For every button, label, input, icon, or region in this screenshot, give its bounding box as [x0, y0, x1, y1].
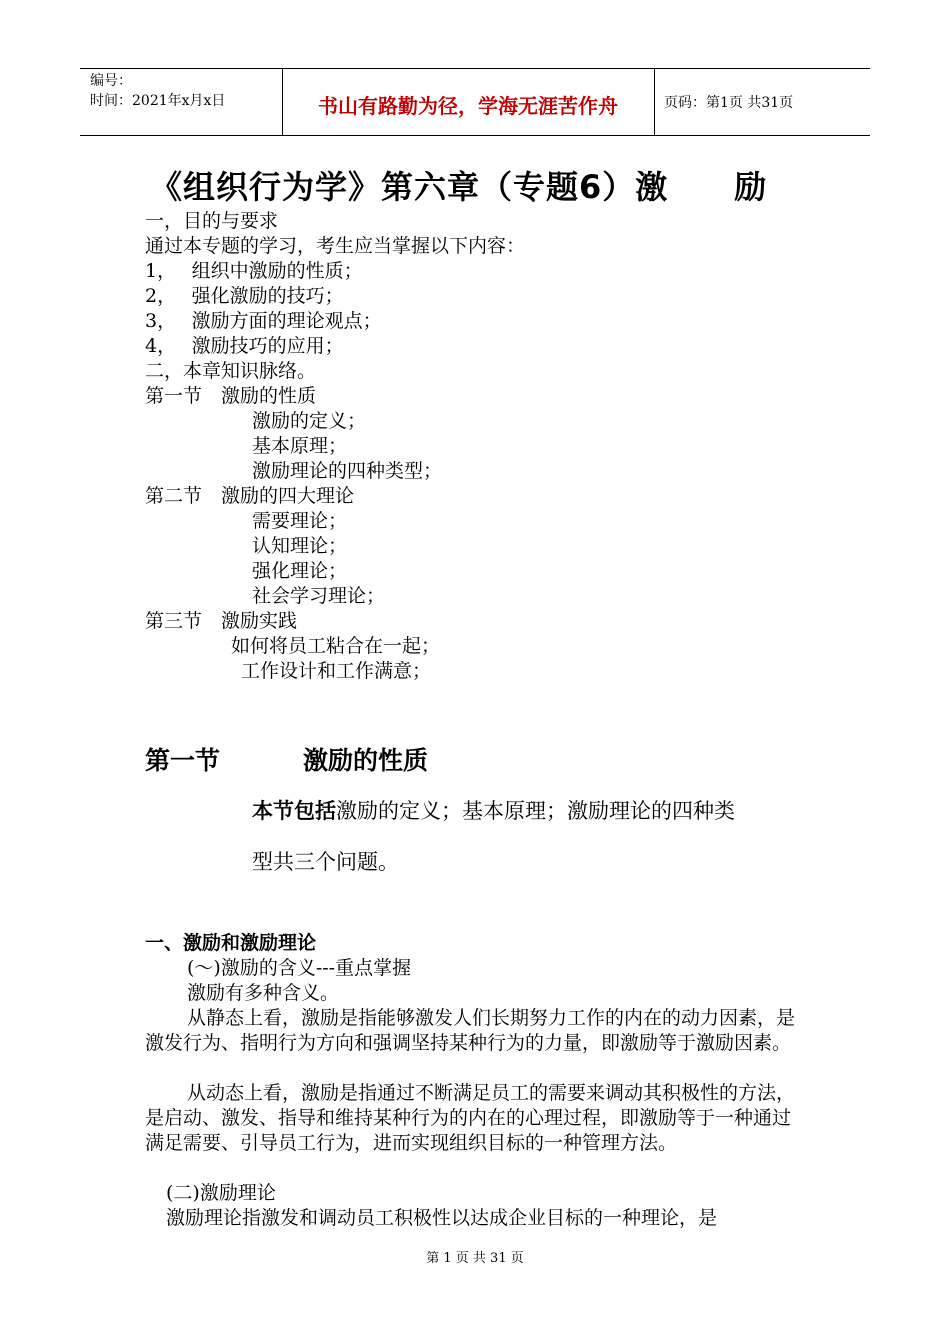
outline-section-1: 第一节 激励的性质: [145, 385, 317, 407]
outline-section-1-topic: 基本原理；: [252, 435, 348, 457]
body-paragraph-dynamic: 从动态上看，激励是指通过不断满足员工的需要来调动其积极性的方法，是启动、激发、指导和维持某种行为的内在的心理过程，即激励等于一种通过满足需要、引导员工行为，进而实现组织目标的一种管理方法。: [145, 1082, 796, 1154]
document-title: 《组织行为学》第六章（专题6）激 励: [150, 168, 768, 206]
outline-section-2: 第二节 激励的四大理论: [145, 485, 355, 507]
body-paragraph-theory: 激励理论指激发和调动员工积极性以达成企业目标的一种理论，是: [166, 1207, 718, 1229]
body-subheading-theory: (二)激励理论: [166, 1182, 276, 1204]
outline-heading-goals: 一，目的与要求: [145, 210, 279, 232]
body-paragraph-1: 激励有多种含义。: [187, 982, 340, 1004]
body-subheading-meaning: (～)激励的含义---重点掌握: [187, 957, 412, 979]
header-top-rule: [80, 68, 870, 69]
page-footer: 第 1 页 共 31 页: [426, 1251, 524, 1266]
outline-section-2-topic: 认知理论；: [252, 535, 348, 557]
outline-section-2-topic: 强化理论；: [252, 560, 348, 582]
outline-section-3-topic: 工作设计和工作满意；: [241, 660, 432, 682]
outline-section-3: 第三节 激励实践: [145, 610, 298, 632]
header-number-label: 编号：: [90, 73, 132, 89]
outline-item-3: 3， 激励方面的理论观点；: [145, 310, 382, 332]
header-time-label: 时间：2021年x月x日: [90, 93, 226, 109]
outline-section-1-topic: 激励理论的四种类型；: [252, 460, 443, 482]
section-intro-rest: 激励的定义；基本原理；激励理论的四种类: [336, 799, 735, 823]
outline-section-3-topic: 如何将员工粘合在一起；: [231, 635, 441, 657]
outline-section-2-topic: 社会学习理论；: [252, 585, 386, 607]
header-motto: 书山有路勤为径，学海无涯苦作舟: [318, 94, 618, 118]
outline-item-1: 1， 组织中激励的性质；: [145, 260, 363, 282]
outline-section-1-topic: 激励的定义；: [252, 410, 367, 432]
section-intro-line-2: 型共三个问题。: [252, 850, 399, 874]
header-page-info: 页码：第1页 共31页: [664, 95, 794, 111]
outline-intro: 通过本专题的学习，考生应当掌握以下内容：: [145, 235, 526, 257]
body-paragraph-static: 从静态上看，激励是指能够激发人们长期努力工作的内在的动力因素，是激发行为、指明行为方向和强调坚持某种行为的力量，即激励等于激励因素。: [145, 1007, 796, 1054]
outline-heading-knowledge: 二，本章知识脉络。: [145, 360, 317, 382]
body-heading: 一、激励和激励理论: [145, 932, 317, 954]
header-divider-right: [654, 68, 655, 136]
header-bottom-rule: [80, 135, 870, 136]
section-intro-bold: 本节包括: [252, 799, 336, 823]
section-label: 第一节: [145, 746, 221, 775]
section-intro-line-1: [252, 795, 735, 825]
outline-section-2-topic: 需要理论；: [252, 510, 348, 532]
section-name: 激励的性质: [303, 746, 429, 775]
outline-item-4: 4， 激励技巧的应用；: [145, 335, 344, 357]
outline-item-2: 2， 强化激励的技巧；: [145, 285, 344, 307]
